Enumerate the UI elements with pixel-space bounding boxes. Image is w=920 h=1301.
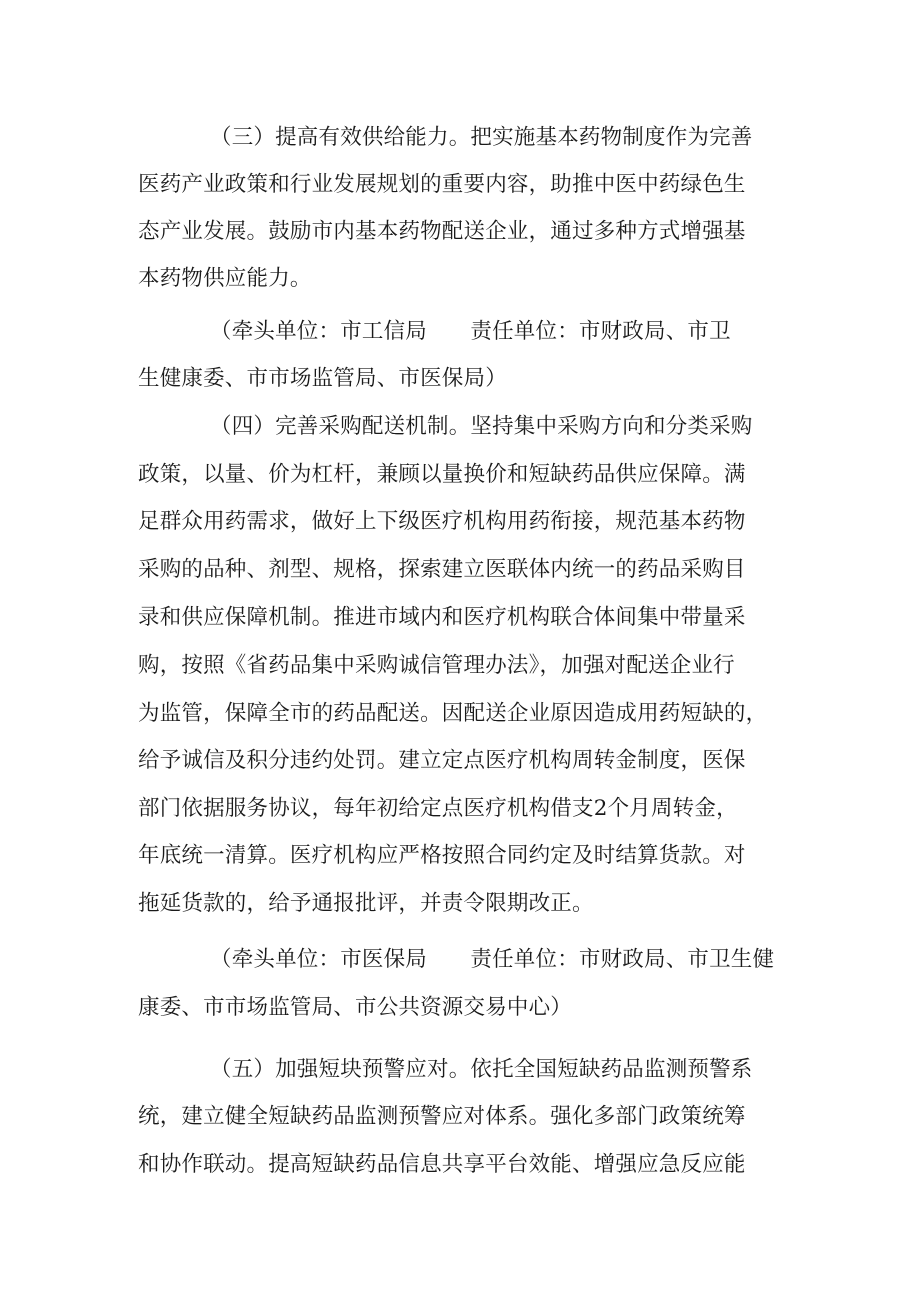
section-5-line-2: 统，建立健全短缺药品监测预警应对体系。强化多部门政策统筹 — [138, 1104, 746, 1129]
section-4-responsibility-line-2: 康委、市市场监管局、市公共资源交易中心） — [138, 995, 573, 1020]
section-4-line-7: 为监管，保障全市的药品配送。因配送企业原因造成用药短缺的， — [138, 701, 768, 726]
section-4-line-6: 购，按照《省药品集中采购诚信管理办法》，加强对配送企业行 — [138, 653, 735, 678]
section-5-line-3: 和协作联动。提高短缺药品信息共享平台效能、增强应急反应能 — [138, 1152, 746, 1177]
section-3-line-1: （三）提高有效供给能力。把实施基本药物制度作为完善 — [210, 125, 753, 150]
section-3-responsibility-line-1: （牵头单位：市工信局 责任单位：市财政局、市卫 — [210, 319, 731, 344]
section-4-line-5: 录和供应保障机制。推进市域内和医疗机构联合体间集中带量采 — [138, 605, 746, 630]
section-4-line-2: 政策，以量、价为杠杆，兼顾以量换价和短缺药品供应保障。满 — [138, 462, 746, 487]
section-4-responsibility-line-1: （牵头单位：市医保局 责任单位：市财政局、市卫生健 — [210, 947, 775, 972]
section-4-line-9: 部门依据服务协议，每年初给定点医疗机构借支2个月周转金， — [138, 796, 738, 821]
section-4-line-10: 年底统一清算。医疗机构应严格按照合同约定及时结算货款。对 — [138, 843, 746, 868]
section-3-responsibility-line-2: 生健康委、市市场监管局、市医保局） — [138, 366, 507, 391]
section-4-line-8: 给予诚信及积分违约处罚。建立定点医疗机构周转金制度，医保 — [138, 748, 746, 773]
section-4-line-3: 足群众用药需求，做好上下级医疗机构用药衔接，规范基本药物 — [138, 509, 746, 534]
section-3-line-3: 态产业发展。鼓励市内基本药物配送企业，通过多种方式增强基 — [138, 219, 746, 244]
section-4-line-1: （四）完善采购配送机制。坚持集中采购方向和分类采购 — [210, 414, 753, 439]
section-3-line-2: 医药产业政策和行业发展规划的重要内容，助推中医中药绿色生 — [138, 172, 746, 197]
section-4-line-4: 采购的品种、剂型、规格，探索建立医联体内统一的药品采购目 — [138, 557, 746, 582]
section-4-line-11: 拖延货款的，给予通报批评，并责令限期改正。 — [138, 891, 594, 916]
section-3-line-4: 本药物供应能力。 — [138, 266, 312, 291]
section-5-line-1: （五）加强短块预警应对。依托全国短缺药品监测预警系 — [210, 1057, 753, 1082]
